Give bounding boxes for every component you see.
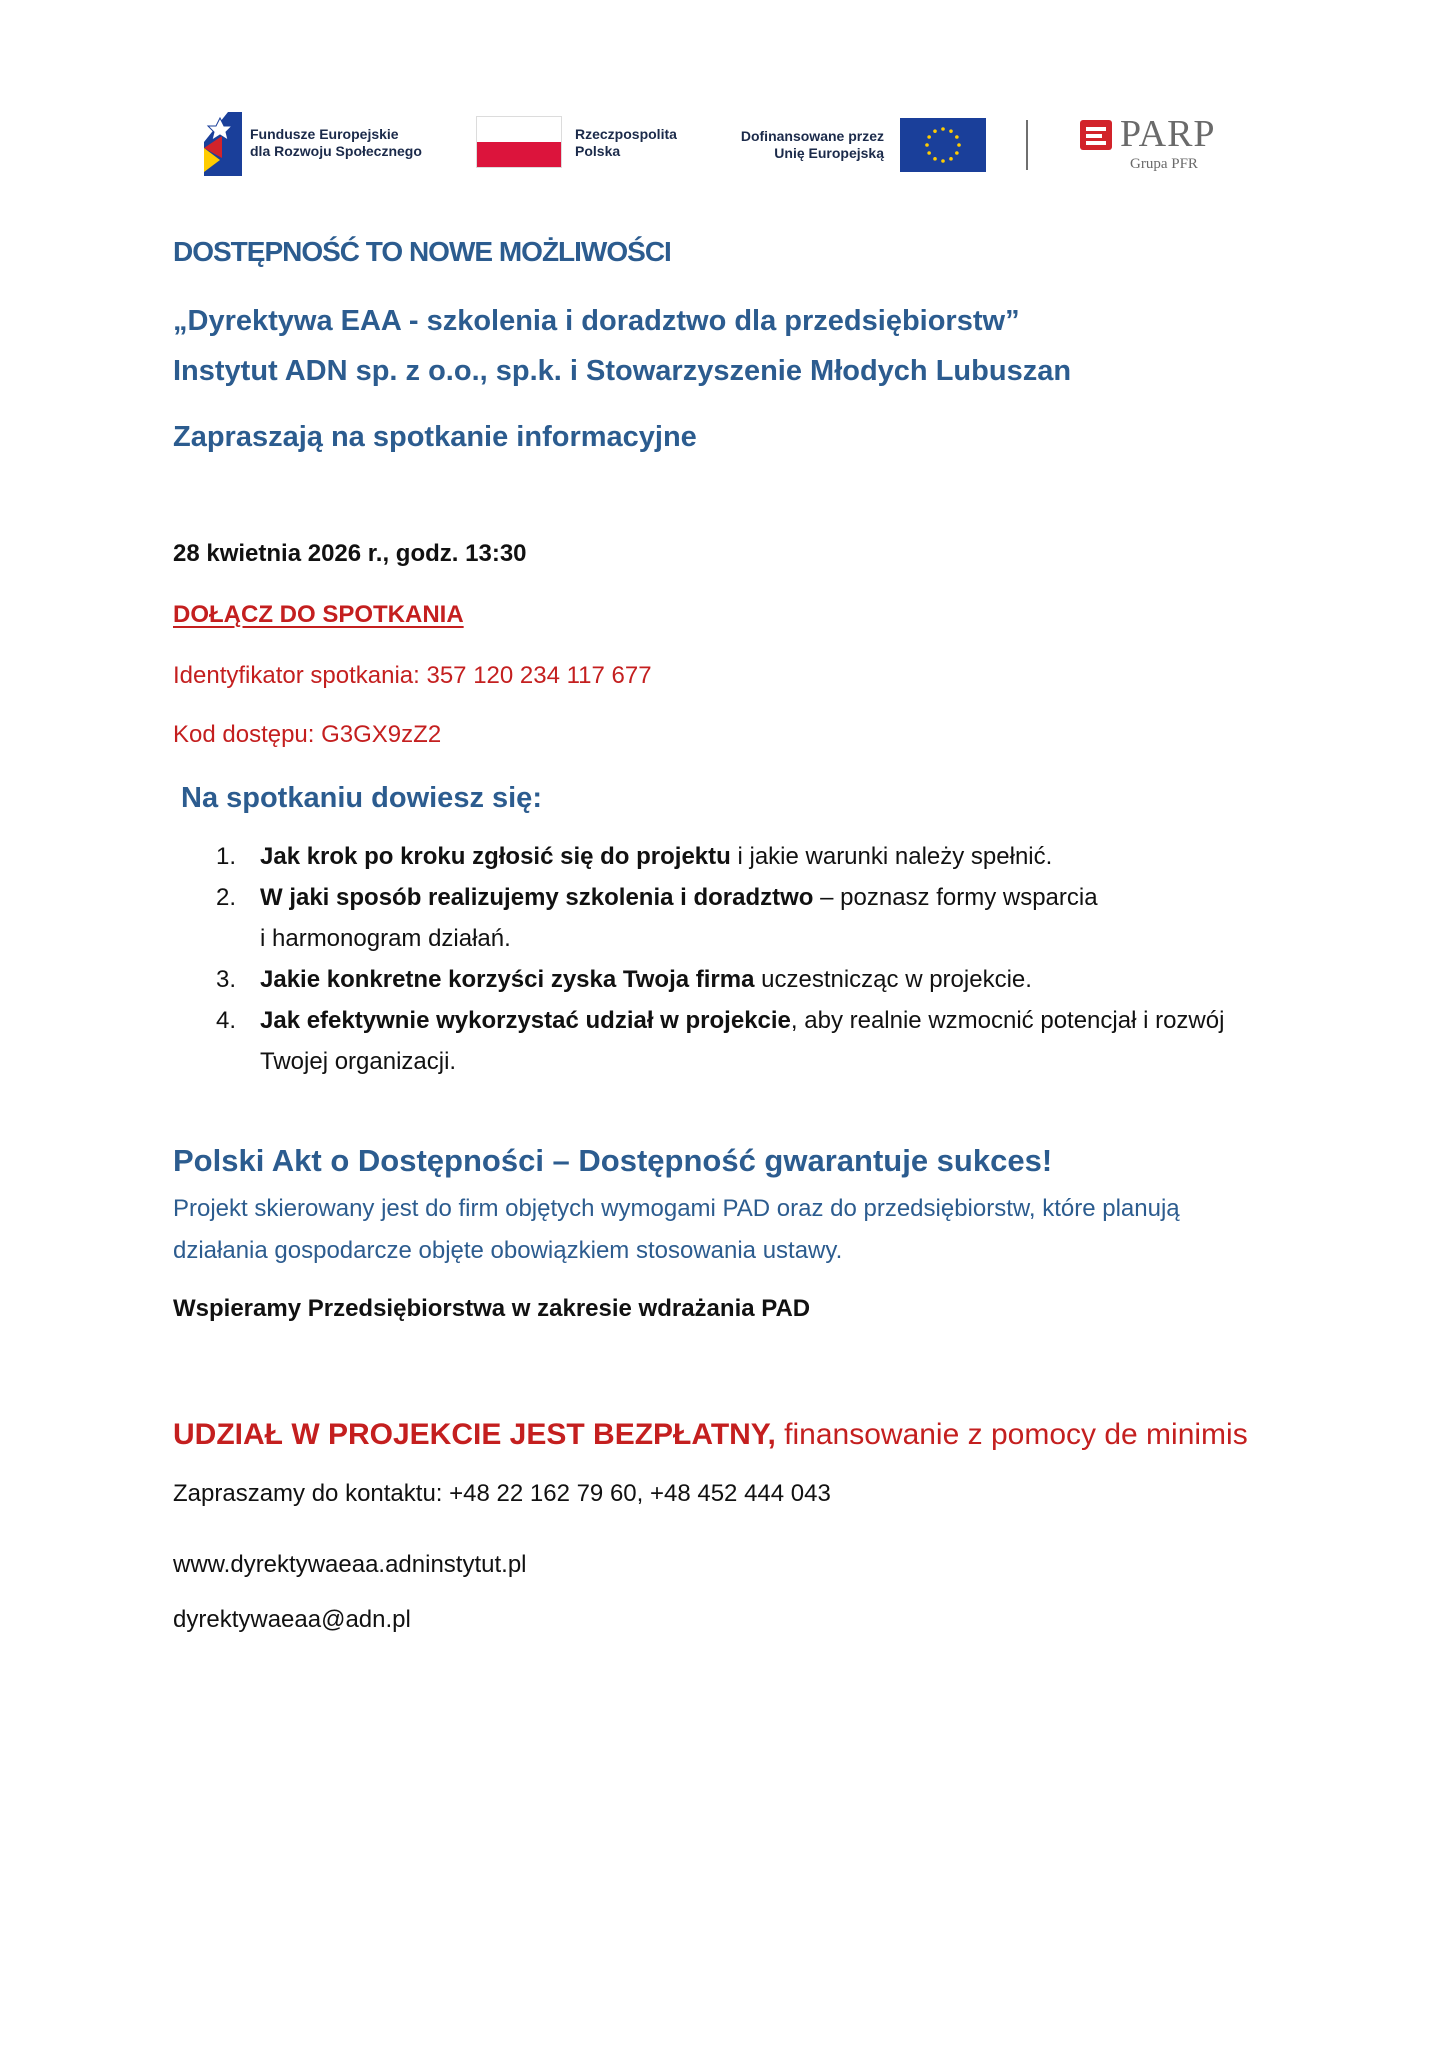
list-number: 1. xyxy=(216,843,237,870)
list-number: 4. xyxy=(216,1007,237,1034)
pad-heading: Polski Akt o Dostępności – Dostępność gwarantuje sukces! xyxy=(173,1143,1053,1178)
organizers-line: Instytut ADN sp. z o.o., sp.k. i Stowarzyszenie Młodych Lubuszan xyxy=(173,355,1072,387)
eu-star-icon xyxy=(941,159,945,163)
list-number: 2. xyxy=(216,884,237,911)
list-item-text: – poznasz formy wsparcia xyxy=(813,884,1098,911)
parp-logo xyxy=(1080,114,1250,174)
pl-line2: Polska xyxy=(575,143,621,159)
eu-star-icon xyxy=(927,151,931,155)
eu-star-icon xyxy=(957,143,961,147)
list-item-continuation: Twojej organizacji. xyxy=(260,1048,457,1075)
logo-bar xyxy=(200,108,1250,188)
fe-line2: dla Rozwoju Społecznego xyxy=(250,143,422,159)
eu-star-icon xyxy=(949,157,953,161)
project-name: „Dyrektywa EAA - szkolenia i doradztwo dla przedsiębiorstw” xyxy=(173,305,1020,337)
eu-star-icon xyxy=(933,129,937,133)
eu-line1: Dofinansowane przez xyxy=(740,128,884,144)
list-item-continuation: i harmonogram działań. xyxy=(260,925,511,952)
pad-description-line1: Projekt skierowany jest do firm objętych wymogami PAD oraz do przedsiębiorstw, które planują xyxy=(173,1195,1180,1222)
eu-star-icon xyxy=(925,143,929,147)
eu-star-icon xyxy=(941,127,945,131)
pl-line1: Rzeczpospolita xyxy=(575,126,677,142)
list-item xyxy=(200,836,1330,877)
list-item-text: i jakie warunki należy spełnić. xyxy=(730,843,1053,870)
eu-star-icon xyxy=(955,135,959,139)
fe-line1: Fundusze Europejskie xyxy=(250,126,399,142)
logo-divider xyxy=(1026,120,1028,170)
eu-line2: Unię Europejską xyxy=(774,145,884,161)
list-item-text: uczestnicząc w projekcie. xyxy=(754,966,1032,993)
list-item xyxy=(200,959,1330,1000)
benefits-list xyxy=(200,836,1330,1082)
list-item-bold: Jak krok po kroku zgłosić się do projektu xyxy=(260,843,731,870)
eu-star-icon xyxy=(927,135,931,139)
support-line: Wspieramy Przedsiębiorstwa w zakresie wdrażania PAD xyxy=(173,1295,811,1322)
title-heading: DOSTĘPNOŚĆ TO NOWE MOŻLIWOŚCI xyxy=(173,236,671,267)
polish-flag-icon xyxy=(476,116,562,168)
learn-heading: Na spotkaniu dowiesz się: xyxy=(181,782,542,814)
parp-name: PARP xyxy=(1120,113,1216,155)
list-item-bold: Jak efektywnie wykorzystać udział w projekcie xyxy=(260,1007,791,1034)
eu-flag-icon xyxy=(900,118,986,172)
pad-description xyxy=(173,1188,1333,1272)
list-item-text: , aby realnie wzmocnić potencjał i rozwój xyxy=(790,1007,1225,1034)
list-item xyxy=(200,1000,1330,1082)
fe-star-icon xyxy=(200,108,246,180)
fundusze-europejskie-logo xyxy=(200,108,460,178)
free-participation-rest: finansowanie z pomocy de minimis xyxy=(775,1418,1248,1451)
invitation-line: Zapraszają na spotkanie informacyjne xyxy=(173,421,697,453)
eu-star-icon xyxy=(933,157,937,161)
list-item xyxy=(200,877,1330,959)
access-code: Kod dostępu: G3GX9zZ2 xyxy=(173,721,442,748)
free-participation-bold: UDZIAŁ W PROJEKCIE JEST BEZPŁATNY, xyxy=(173,1418,776,1451)
eu-star-icon xyxy=(955,151,959,155)
parp-mark-icon xyxy=(1080,120,1112,150)
list-number: 3. xyxy=(216,966,237,993)
free-participation-line xyxy=(173,1418,1248,1452)
meeting-id: Identyfikator spotkania: 357 120 234 117 677 xyxy=(173,662,652,689)
website-link[interactable]: www.dyrektywaeaa.adninstytut.pl xyxy=(173,1551,527,1578)
parp-subtitle: Grupa PFR xyxy=(1130,156,1198,172)
contact-phones: Zapraszamy do kontaktu: +48 22 162 79 60, +48 452 444 043 xyxy=(173,1480,831,1507)
eu-funding-logo xyxy=(718,118,986,178)
pad-description-line2: działania gospodarcze objęte obowiązkiem stosowania ustawy. xyxy=(173,1237,843,1264)
email-link[interactable]: dyrektywaeaa@adn.pl xyxy=(173,1606,411,1633)
list-item-bold: W jaki sposób realizujemy szkolenia i doradztwo xyxy=(260,884,814,911)
rzeczpospolita-polska-logo xyxy=(476,116,706,176)
join-meeting-link[interactable]: DOŁĄCZ DO SPOTKANIA xyxy=(173,601,464,628)
meeting-date: 28 kwietnia 2026 r., godz. 13:30 xyxy=(173,540,527,567)
list-item-bold: Jakie konkretne korzyści zyska Twoja firma xyxy=(260,966,755,993)
eu-star-icon xyxy=(949,129,953,133)
